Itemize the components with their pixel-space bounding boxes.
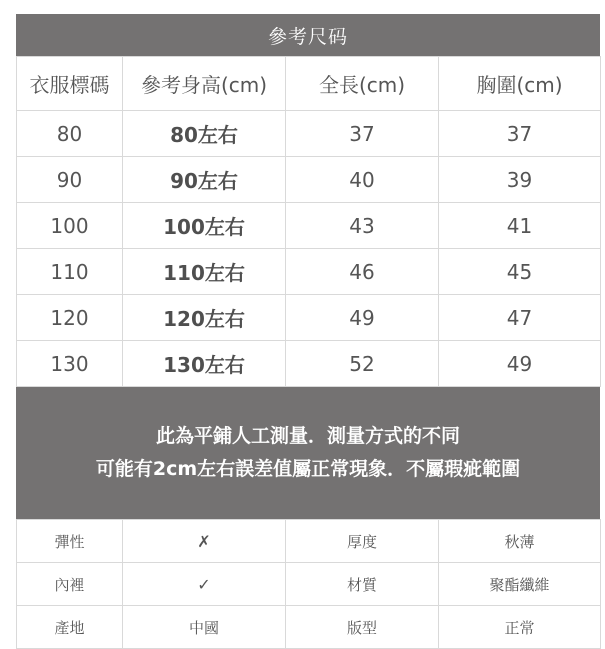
size-chart-title-text: 參考尺码 (267, 25, 348, 48)
cross-icon: ✗ (123, 520, 286, 563)
table-row (17, 157, 601, 203)
size-code-cell: 100 (17, 203, 123, 249)
notice-line-1: 此為平鋪人工測量．測量方式的不同 (155, 425, 460, 447)
height-cell: 130左右 (123, 341, 286, 387)
size-table (16, 56, 601, 387)
height-cell: 100左右 (123, 203, 286, 249)
chest-cell: 37 (439, 111, 601, 157)
table-row (17, 606, 601, 649)
check-icon: ✓ (123, 563, 286, 606)
height-cell: 110左右 (123, 249, 286, 295)
spec-label-thickness: 厚度 (286, 520, 439, 563)
length-cell: 52 (286, 341, 439, 387)
length-cell: 43 (286, 203, 439, 249)
spec-value-origin: 中國 (123, 606, 286, 649)
length-cell: 49 (286, 295, 439, 341)
spec-label-fit: 版型 (286, 606, 439, 649)
size-code-cell: 90 (17, 157, 123, 203)
chest-cell: 39 (439, 157, 601, 203)
size-code-cell: 120 (17, 295, 123, 341)
spec-value-material: 聚酯纖維 (439, 563, 601, 606)
length-cell: 40 (286, 157, 439, 203)
table-row (17, 341, 601, 387)
size-code-cell: 110 (17, 249, 123, 295)
table-row (17, 203, 601, 249)
table-row (17, 111, 601, 157)
spec-value-fit: 正常 (439, 606, 601, 649)
spec-value-thickness: 秋薄 (439, 520, 601, 563)
spec-label-elasticity: 彈性 (17, 520, 123, 563)
notice-line-2: 可能有2cm左右誤差值屬正常現象．不屬瑕疵範圍 (95, 458, 521, 480)
table-row (17, 295, 601, 341)
header-chest: 胸圍(cm) (439, 57, 601, 111)
spec-label-lining: 內裡 (17, 563, 123, 606)
table-row (17, 249, 601, 295)
chest-cell: 47 (439, 295, 601, 341)
table-row (17, 520, 601, 563)
height-cell: 120左右 (123, 295, 286, 341)
measurement-notice (16, 387, 600, 519)
size-code-cell: 80 (17, 111, 123, 157)
spec-table (16, 519, 601, 649)
length-cell: 37 (286, 111, 439, 157)
size-chart-title (16, 14, 600, 56)
chest-cell: 45 (439, 249, 601, 295)
height-cell: 90左右 (123, 157, 286, 203)
spec-label-origin: 產地 (17, 606, 123, 649)
header-size-code: 衣服標碼 (17, 57, 123, 111)
height-cell: 80左右 (123, 111, 286, 157)
chest-cell: 41 (439, 203, 601, 249)
table-row (17, 563, 601, 606)
header-reference-height: 參考身高(cm) (123, 57, 286, 111)
chest-cell: 49 (439, 341, 601, 387)
size-chart (16, 14, 600, 640)
spec-label-material: 材質 (286, 563, 439, 606)
header-full-length: 全長(cm) (286, 57, 439, 111)
size-code-cell: 130 (17, 341, 123, 387)
size-table-header-row (17, 57, 601, 111)
length-cell: 46 (286, 249, 439, 295)
